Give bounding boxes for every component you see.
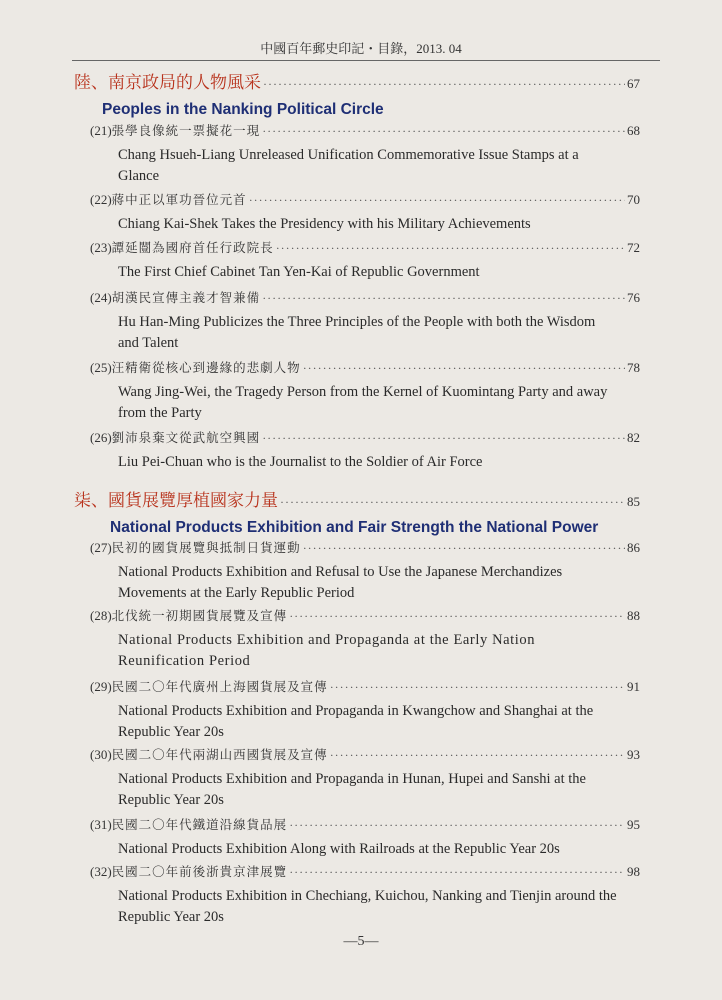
entry-page: 93 — [627, 747, 640, 762]
leader-dots — [262, 124, 625, 139]
section-6 — [74, 68, 640, 119]
leader-dots — [262, 431, 625, 446]
toc-entry-26[interactable] — [90, 428, 640, 473]
entry-number: (30) — [90, 747, 112, 762]
running-header: 中國百年郵史印記・目錄，2013. 04 — [260, 41, 462, 56]
entry-title-en: Chang Hsueh-Liang Unreleased Unification Commemorative Issue Stamps at a Glance — [118, 147, 579, 184]
section-page: 85 — [627, 494, 640, 509]
entry-number: (23) — [90, 240, 112, 255]
entry-number: (24) — [90, 290, 112, 305]
toc-entry-25[interactable] — [90, 358, 640, 424]
leader-dots — [262, 291, 625, 306]
entry-page: 88 — [627, 608, 640, 623]
entry-title-en: National Products Exhibition and Propaganda at the Early Nation Reunification Period — [118, 632, 536, 669]
entry-title-zh: 劉沛泉棄文從武航空興國 — [111, 430, 261, 445]
toc-entry-28[interactable] — [90, 606, 640, 672]
entry-title-en: National Products Exhibition in Chechiang, Kuichou, Nanking and Tienjin around the Republic Year 20s — [118, 888, 617, 925]
entry-number: (29) — [90, 679, 112, 694]
entry-title-zh: 張學良像統一票擬花一現 — [111, 123, 261, 138]
leader-dots — [249, 193, 625, 208]
leader-dots — [303, 361, 625, 376]
entry-number: (31) — [90, 817, 112, 832]
toc-entry-22[interactable] — [90, 190, 640, 235]
entry-page: 76 — [627, 290, 640, 305]
toc-entry-24[interactable] — [90, 288, 640, 354]
entry-title-en: Chiang Kai-Shek Takes the Presidency with his Military Achievements — [118, 216, 531, 232]
entry-title-en: National Products Exhibition Along with Railroads at the Republic Year 20s — [118, 841, 560, 857]
entry-page: 72 — [627, 240, 640, 255]
entry-page: 95 — [627, 817, 640, 832]
toc-entry-27[interactable] — [90, 538, 640, 604]
entry-title-zh: 民初的國貨展覽與抵制日貨運動 — [111, 540, 301, 555]
entry-title-zh: 譚延闓為國府首任行政院長 — [111, 240, 274, 255]
entry-title-en: National Products Exhibition and Refusal to Use the Japanese Merchandizes Movements at the Early Republic Period — [118, 564, 563, 601]
entry-title-zh: 民國二〇年前後浙貴京津展覽 — [111, 864, 288, 879]
entry-number: (27) — [90, 540, 112, 555]
entry-title-en: National Products Exhibition and Propaganda in Kwangchow and Shanghai at the Republic Year 20s — [118, 703, 594, 740]
entry-page: 68 — [627, 123, 640, 138]
entry-title-en: Liu Pei-Chuan who is the Journalist to the Soldier of Air Force — [118, 454, 483, 470]
section-title-zh: 陸、南京政局的人物風采 — [74, 73, 261, 93]
section-title-en: National Products Exhibition and Fair Strength the National Power — [110, 519, 599, 536]
leader-dots — [289, 818, 625, 833]
entry-title-zh: 北伐統一初期國貨展覽及宣傳 — [111, 608, 288, 623]
leader-dots — [276, 241, 625, 256]
entry-title-zh: 民國二〇年代兩湖山西國貨展及宣傳 — [111, 747, 328, 762]
entry-page: 70 — [627, 192, 640, 207]
entry-page: 98 — [627, 864, 640, 879]
toc-entry-21[interactable] — [90, 121, 640, 187]
header-rule — [72, 60, 660, 61]
entry-number: (25) — [90, 360, 112, 375]
entry-number: (28) — [90, 608, 112, 623]
leader-dots — [330, 680, 625, 695]
entry-title-zh: 民國二〇年代鐵道沿線貨品展 — [111, 817, 288, 832]
section-7 — [74, 486, 640, 537]
entry-number: (26) — [90, 430, 112, 445]
entry-title-zh: 民國二〇年代廣州上海國貨展及宣傳 — [111, 679, 328, 694]
leader-dots — [330, 748, 625, 763]
leader-dots — [263, 77, 625, 92]
entry-title-zh: 蔣中正以軍功晉位元首 — [111, 192, 247, 207]
page-number: —5— — [343, 934, 379, 949]
entry-number: (22) — [90, 192, 112, 207]
section-page: 67 — [627, 76, 640, 91]
entry-number: (21) — [90, 123, 112, 138]
leader-dots — [303, 541, 625, 556]
toc-entry-32[interactable] — [90, 862, 640, 928]
section-title-zh: 柒、國貨展覽厚植國家力量 — [74, 491, 278, 511]
entry-page: 78 — [627, 360, 640, 375]
entry-title-en: National Products Exhibition and Propaganda in Hunan, Hupei and Sanshi at the Republic Year 20s — [118, 771, 586, 808]
entry-title-zh: 胡漢民宣傳主義才智兼備 — [111, 290, 261, 305]
leader-dots — [289, 609, 625, 624]
toc-entry-29[interactable] — [90, 677, 640, 743]
leader-dots — [289, 865, 625, 880]
toc-entry-31[interactable] — [90, 815, 640, 860]
entry-title-en: Hu Han-Ming Publicizes the Three Principles of the People with both the Wisdom and Talent — [118, 314, 596, 351]
entry-number: (32) — [90, 864, 112, 879]
entry-page: 86 — [627, 540, 640, 555]
toc-entry-23[interactable] — [90, 238, 640, 283]
entry-page: 82 — [627, 430, 640, 445]
entry-title-en: The First Chief Cabinet Tan Yen-Kai of Republic Government — [118, 264, 480, 280]
toc-entry-30[interactable] — [90, 745, 640, 811]
section-title-en: Peoples in the Nanking Political Circle — [102, 101, 384, 118]
leader-dots — [280, 495, 625, 510]
entry-page: 91 — [627, 679, 640, 694]
entry-title-zh: 汪精衛從核心到邊緣的悲劇人物 — [111, 360, 301, 375]
entry-title-en: Wang Jing-Wei, the Tragedy Person from the Kernel of Kuomintang Party and away from the Party — [118, 384, 608, 421]
